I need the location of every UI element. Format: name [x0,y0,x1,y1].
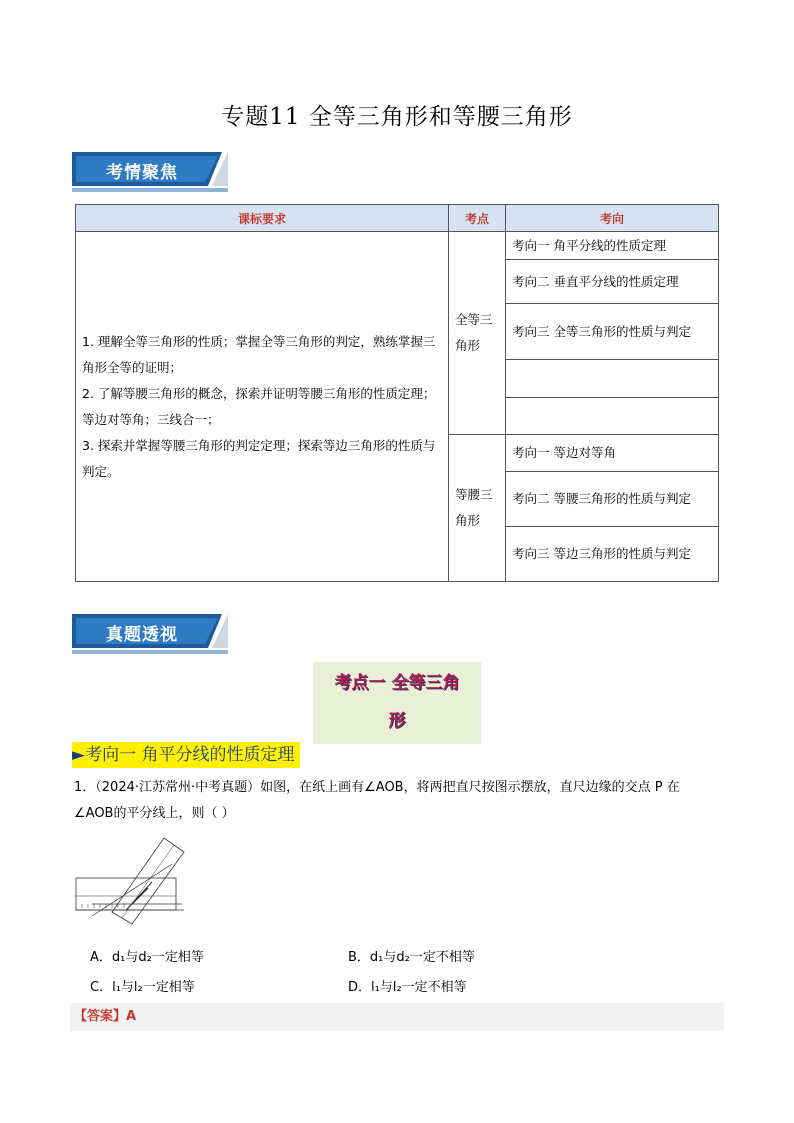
direction-1-1: 考向一 角平分线的性质定理 [506,232,719,260]
point-congruent: 全等三角形 [449,232,506,435]
banner-label: 真题透视 [106,625,178,645]
option-d[interactable]: D．l₁与l₂一定不相等 [348,980,467,995]
direction-1-2: 考向二 垂直平分线的性质定理 [506,260,719,304]
direction-1-3: 考向三 全等三角形的性质与判定 [506,304,719,360]
requirement-1: 1. 理解全等三角形的性质；掌握全等三角形的判定，熟练掌握三角形全等的证明； [82,333,436,375]
question-line-2: ∠AOB的平分线上，则（ ） [74,806,235,821]
direction-2-1: 考向一 等边对等角 [506,435,719,472]
requirement-2: 2. 了解等腰三角形的概念，探索并证明等腰三角形的性质定理；等边对等角；三线合一； [82,385,436,427]
answer-bar: 【答案】A [70,1003,724,1031]
option-c[interactable]: C．l₁与l₂一定相等 [90,980,195,995]
option-b[interactable]: B．d₁与d₂一定不相等 [348,950,475,965]
topic-line-2: 形 [388,711,406,731]
topic-line-1: 考点一 全等三角 [334,673,460,693]
page-title: 专题11 全等三角形和等腰三角形 [221,104,573,130]
ruler-figure [72,834,192,932]
header-point: 考点 [449,205,506,232]
requirements-cell [76,232,449,582]
question-line-1: 1．（2024·江苏常州·中考真题）如图，在纸上画有∠AOB，将两把直尺按图示摆放，直尺边缘的交点 P 在 [74,780,680,795]
direction-1-4 [506,360,719,398]
direction-2-3: 考向三 等边三角形的性质与判定 [506,527,719,582]
direction-1-5 [506,398,719,435]
banner-real-questions [72,612,228,654]
header-direction: 考向 [506,205,719,232]
ruler-diagram-icon [72,834,192,928]
point-isosceles: 等腰三角形 [449,435,506,582]
banner-label: 考情聚焦 [106,163,178,183]
option-a[interactable]: A．d₁与d₂一定相等 [90,950,204,965]
requirement-3: 3. 探索并掌握等腰三角形的判定定理；探索等边三角形的性质与判定。 [82,437,436,479]
requirements-table [75,204,719,582]
banner-exam-focus [72,150,228,192]
topic-box [313,662,481,744]
section-heading: ►考向一 角平分线的性质定理 [72,742,300,768]
header-requirement: 课标要求 [76,205,449,232]
direction-2-2: 考向二 等腰三角形的性质与判定 [506,472,719,527]
